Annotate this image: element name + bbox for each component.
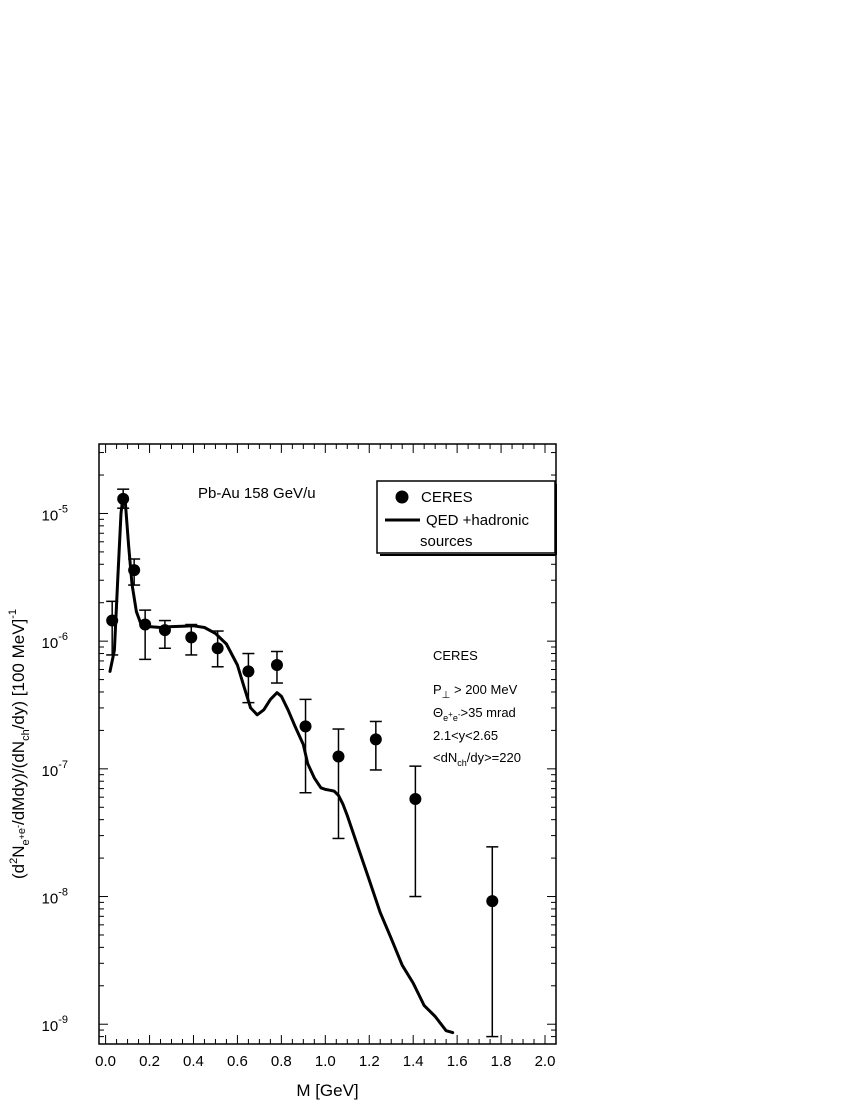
x-tick-labels — [95, 1053, 555, 1070]
x-axis-title: M [GeV] — [296, 1081, 359, 1100]
y-tick-label: $10^{-7}$ — [41, 758, 68, 780]
data-point — [300, 720, 312, 732]
x-tick-label: 0.2 — [139, 1053, 160, 1070]
x-tick-label: 0.0 — [95, 1053, 117, 1070]
data-point — [486, 895, 498, 907]
x-tick-label: 0.8 — [270, 1053, 292, 1070]
legend-label-model: QED +hadronic — [426, 512, 529, 529]
data-point — [271, 659, 283, 671]
legend-label-ceres: CERES — [421, 489, 473, 506]
annotation-theta-cut: $\Theta_e^+_e^->35$ mrad — [433, 705, 516, 723]
data-point — [117, 493, 129, 505]
y-tick-label: $10^{-9}$ — [41, 1014, 68, 1036]
x-tick-label: 0.6 — [226, 1053, 248, 1070]
legend-label-model-line2: sources — [420, 533, 473, 550]
data-point — [212, 642, 224, 654]
data-point — [242, 665, 254, 677]
data-point — [185, 631, 197, 643]
model-curve — [110, 495, 453, 1033]
data-point — [332, 750, 344, 762]
y-tick-label: $10^{-5}$ — [41, 503, 68, 525]
data-point — [159, 624, 171, 636]
x-tick-label: 1.4 — [402, 1053, 424, 1070]
x-tick-label: 2.0 — [534, 1053, 556, 1070]
x-tick-label: 1.2 — [358, 1053, 380, 1070]
data-point — [139, 619, 151, 631]
x-tick-label: 1.0 — [314, 1053, 336, 1070]
x-tick-label: 1.8 — [490, 1053, 512, 1070]
model-curve-layer — [110, 495, 453, 1033]
x-tick-label: 0.4 — [183, 1053, 204, 1070]
annotation-header: CERES — [433, 648, 478, 663]
data-point — [409, 793, 421, 805]
data-point — [106, 615, 118, 627]
annotation-y-cut: 2.1<y<2.65 — [433, 728, 499, 743]
plot-title: Pb-Au 158 GeV/u — [198, 485, 316, 502]
cuts-annotation — [433, 648, 521, 768]
y-tick-label: $10^{-6}$ — [41, 631, 68, 653]
legend-marker-ceres — [396, 491, 409, 504]
x-tick-label: 1.6 — [446, 1053, 468, 1070]
y-tick-labels — [42, 503, 68, 1035]
annotation-pt-cut: $P_\perp > 200$ MeV — [433, 682, 518, 701]
y-tick-label: $10^{-8}$ — [41, 886, 68, 908]
legend — [377, 481, 556, 555]
data-point — [128, 564, 140, 576]
annotation-dn-cut: $<dN_{ch}/dy>=220$ — [433, 750, 521, 768]
y-axis-title: $(d^2N_e^+e^-/dMdy)/(dN_{ch}/dy)$ [100 MeV]$^{-1}$ — [7, 608, 32, 880]
data-point — [370, 733, 382, 745]
